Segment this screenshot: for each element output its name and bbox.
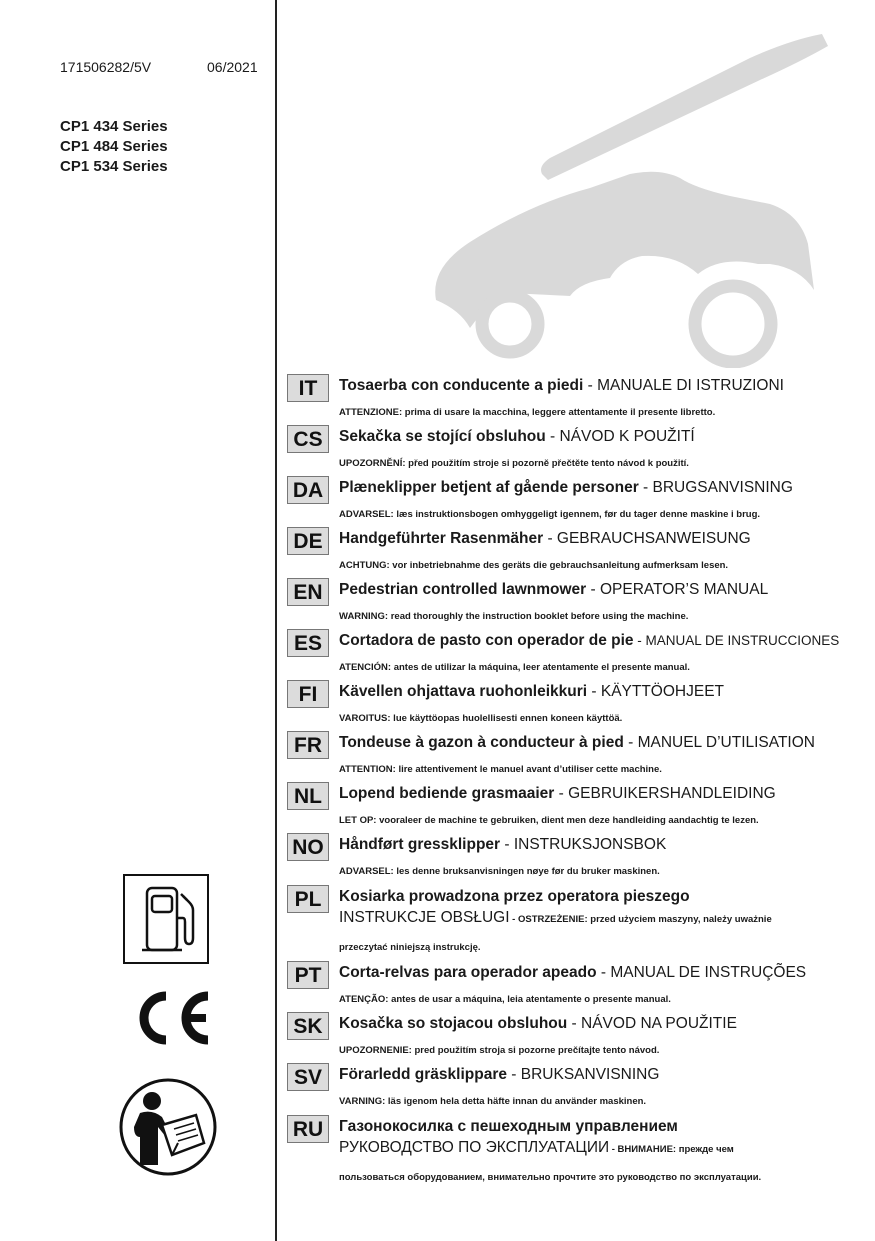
- manual-title: - BRUGSANVISNING: [638, 479, 793, 496]
- language-title: [339, 479, 793, 497]
- manual-title: - MANUALE DI ISTRUZIONI: [583, 377, 784, 394]
- ce-mark-icon: [128, 988, 214, 1048]
- series-item: CP1 534 Series: [60, 158, 168, 175]
- language-manual-line: [339, 909, 772, 927]
- language-badge: ES: [287, 629, 329, 657]
- manual-title: РУКОВОДСТВО ПО ЭКСПЛУАТАЦИИ: [339, 1139, 610, 1156]
- language-title: [339, 1066, 659, 1084]
- warning-text: ACHTUNG: vor inbetriebnahme des geräts die gebrauchsanleitung aufmerksam lesen.: [339, 560, 729, 571]
- warning-text: UPOZORNĚNÍ: před použitím stroje si pozorně přečtěte tento návod k použití.: [339, 458, 689, 469]
- language-badge: PL: [287, 885, 329, 913]
- product-name: Pedestrian controlled lawnmower: [339, 581, 587, 598]
- language-title: [339, 836, 666, 854]
- document-date: 06/2021: [207, 59, 258, 75]
- warning-text: WARNING: read thoroughly the instruction booklet before using the machine.: [339, 611, 689, 622]
- language-title: [339, 683, 724, 701]
- manual-title: - INSTRUKSJONSBOK: [500, 836, 667, 853]
- product-name: Tondeuse à gazon à conducteur à pied: [339, 734, 624, 751]
- product-name: Cortadora de pasto con operador de pie: [339, 632, 634, 649]
- fuel-pump-icon: [125, 876, 207, 962]
- warning-text-continued: пользоваться оборудованием, внимательно прочтите это руководство по эксплуатации.: [339, 1172, 762, 1183]
- manual-title: - NÁVOD K POUŽITÍ: [545, 428, 695, 445]
- language-title: [339, 377, 784, 395]
- product-name: Håndført gressklipper: [339, 836, 501, 853]
- warning-text: ADVARSEL: les denne bruksanvisningen nøye før du bruker maskinen.: [339, 866, 660, 877]
- warning-text: ATTENTION: lire attentivement le manuel avant d’utiliser cette machine.: [339, 764, 662, 775]
- manual-title: - MANUAL DE INSTRUCCIONES: [633, 633, 840, 648]
- warning-text: VAROITUS: lue käyttöopas huolellisesti ennen koneen käyttöä.: [339, 713, 623, 724]
- warning-text: LET OP: vooraleer de machine te gebruiken, dient men deze handleiding aandachtig te lezen.: [339, 815, 759, 826]
- product-name: Sekačka se stojící obsluhou: [339, 428, 546, 445]
- language-badge: NO: [287, 833, 329, 861]
- warning-text: ADVARSEL: læs instruktionsbogen omhyggeligt igennem, før du tager denne maskine i brug.: [339, 509, 761, 520]
- language-badge: FR: [287, 731, 329, 759]
- manual-title: - MANUEL D’UTILISATION: [623, 734, 815, 751]
- warning-text: VARNING: läs igenom hela detta häfte innan du använder maskinen.: [339, 1096, 647, 1107]
- language-title: [339, 734, 815, 752]
- manual-title: INSTRUKCJE OBSŁUGI: [339, 909, 510, 926]
- document-code: 171506282/5V: [60, 59, 152, 75]
- fuel-symbol-box: [123, 874, 209, 964]
- language-badge: DE: [287, 527, 329, 555]
- product-name: Kävellen ohjattava ruohonleikkuri: [339, 683, 588, 700]
- language-badge: CS: [287, 425, 329, 453]
- series-item: CP1 484 Series: [60, 138, 168, 155]
- language-badge: SV: [287, 1063, 329, 1091]
- product-name: Газонокосилка с пешеходным управлением: [339, 1118, 678, 1135]
- manual-title: - KÄYTTÖOHJEET: [587, 683, 725, 700]
- language-badge: FI: [287, 680, 329, 708]
- language-badge: EN: [287, 578, 329, 606]
- product-name: Lopend bediende grasmaaier: [339, 785, 555, 802]
- language-title: [339, 428, 695, 446]
- language-title: [339, 530, 751, 548]
- product-name: Plæneklipper betjent af gående personer: [339, 479, 639, 496]
- product-name: Handgeführter Rasenmäher: [339, 530, 544, 547]
- manual-title: - NÁVOD NA POUŽITIE: [567, 1015, 737, 1032]
- mower-silhouette-icon: [430, 28, 835, 368]
- product-name: Kosiarka prowadzona przez operatora pieszego: [339, 888, 690, 905]
- product-name: Kosačka so stojacou obsluhou: [339, 1015, 568, 1032]
- warning-text: ATENCIÓN: antes de utilizar la máquina, leer atentamente el presente manual.: [339, 662, 690, 673]
- language-title: [339, 1015, 737, 1033]
- warning-text: - ВНИМАНИЕ: прежде чем: [609, 1144, 734, 1155]
- language-title: [339, 888, 690, 906]
- language-badge: NL: [287, 782, 329, 810]
- warning-text: ATENÇÃO: antes de usar a máquina, leia atentamente o presente manual.: [339, 994, 671, 1005]
- read-manual-icon: [118, 1077, 218, 1177]
- manual-title: - GEBRAUCHSANWEISUNG: [543, 530, 751, 547]
- series-item: CP1 434 Series: [60, 118, 168, 135]
- vertical-divider: [275, 0, 277, 1241]
- language-title: [339, 1118, 678, 1136]
- warning-text: ATTENZIONE: prima di usare la macchina, leggere attentamente il presente libretto.: [339, 407, 716, 418]
- warning-text: - OSTRZEŻENIE: przed użyciem maszyny, należy uważnie: [509, 914, 772, 925]
- warning-text: UPOZORNENIE: pred použitím stroja si pozorne prečítajte tento návod.: [339, 1045, 660, 1056]
- language-title: [339, 785, 776, 803]
- language-title: [339, 964, 806, 982]
- language-badge: RU: [287, 1115, 329, 1143]
- manual-title: - MANUAL DE INSTRUÇÕES: [596, 964, 807, 981]
- language-title: [339, 632, 839, 650]
- manual-title: - BRUKSANVISNING: [506, 1066, 660, 1083]
- warning-text-continued: przeczytać niniejszą instrukcję.: [339, 942, 481, 953]
- manual-title: - OPERATOR’S MANUAL: [586, 581, 769, 598]
- product-name: Corta-relvas para operador apeado: [339, 964, 597, 981]
- language-badge: DA: [287, 476, 329, 504]
- language-badge: PT: [287, 961, 329, 989]
- series-list: [60, 117, 168, 177]
- language-manual-line: [339, 1139, 734, 1157]
- language-badge: IT: [287, 374, 329, 402]
- product-name: Förarledd gräsklippare: [339, 1066, 507, 1083]
- language-title: [339, 581, 768, 599]
- language-badge: SK: [287, 1012, 329, 1040]
- product-name: Tosaerba con conducente a piedi: [339, 377, 584, 394]
- manual-title: - GEBRUIKERSHANDLEIDING: [554, 785, 776, 802]
